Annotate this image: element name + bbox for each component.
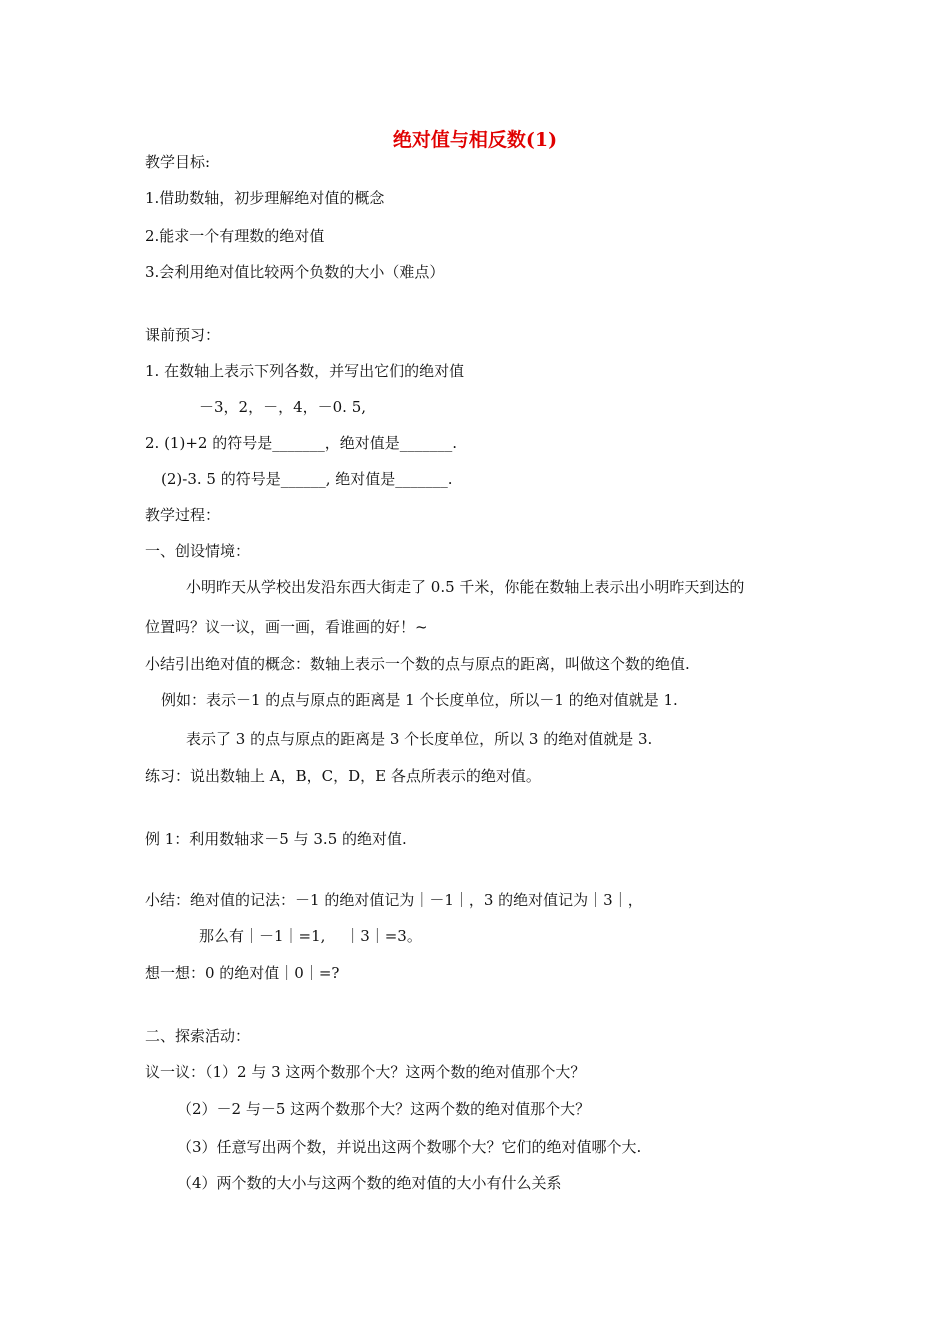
text-line: （2）－2 与－5 这两个数那个大？这两个数的绝对值那个大？ <box>177 1100 591 1118</box>
text-line: 二、探索活动： <box>145 1027 251 1045</box>
text-line: 1.借助数轴，初步理解绝对值的概念 <box>145 189 385 207</box>
text-line: 那么有｜－1｜=1, ｜3｜=3。 <box>199 927 422 945</box>
text-line: 表示了 3 的点与原点的距离是 3 个长度单位，所以 3 的绝对值就是 3. <box>186 730 653 748</box>
text-line: 位置吗？议一议，画一画，看谁画的好！~ <box>145 618 428 636</box>
text-line: (2)-3. 5 的符号是______, 绝对值是_______. <box>161 470 453 488</box>
text-line: 例 1：利用数轴求－5 与 3.5 的绝对值. <box>145 830 407 848</box>
text-line: －3，2，－，4，－0. 5, <box>199 398 367 416</box>
text-line: （4）两个数的大小与这两个数的绝对值的大小有什么关系 <box>177 1174 562 1192</box>
text-line: 教学目标: <box>145 153 211 171</box>
text-line: 例如：表示－1 的点与原点的距离是 1 个长度单位，所以－1 的绝对值就是 1. <box>161 691 678 709</box>
text-line: 小结引出绝对值的概念：数轴上表示一个数的点与原点的距离，叫做这个数的绝值. <box>145 655 690 673</box>
text-line: 小结：绝对值的记法：－1 的绝对值记为｜－1｜，3 的绝对值记为｜3｜， <box>145 891 643 909</box>
text-line: 一、创设情境： <box>145 542 251 560</box>
text-line: 2. (1)+2 的符号是_______，绝对值是_______. <box>145 434 457 452</box>
text-line: 课前预习： <box>145 326 221 344</box>
text-line: 教学过程： <box>145 506 221 524</box>
text-line: （3）任意写出两个数，并说出这两个数哪个大？它们的绝对值哪个大. <box>177 1138 642 1156</box>
text-line: 练习：说出数轴上 A，B，C，D，E 各点所表示的绝对值。 <box>145 767 541 785</box>
text-line: 3.会利用绝对值比较两个负数的大小（难点） <box>145 263 445 281</box>
document-title: 绝对值与相反数(1) <box>392 129 558 151</box>
text-line: 小明昨天从学校出发沿东西大街走了 0.5 千米，你能在数轴上表示出小明昨天到达的 <box>186 578 745 596</box>
text-line: 2.能求一个有理数的绝对值 <box>145 227 325 245</box>
text-line: 想一想：0 的绝对值｜0｜=? <box>145 964 340 982</box>
text-line: 议一议：（1）2 与 3 这两个数那个大？这两个数的绝对值那个大？ <box>145 1063 586 1081</box>
text-line: 1. 在数轴上表示下列各数，并写出它们的绝对值 <box>145 362 465 380</box>
